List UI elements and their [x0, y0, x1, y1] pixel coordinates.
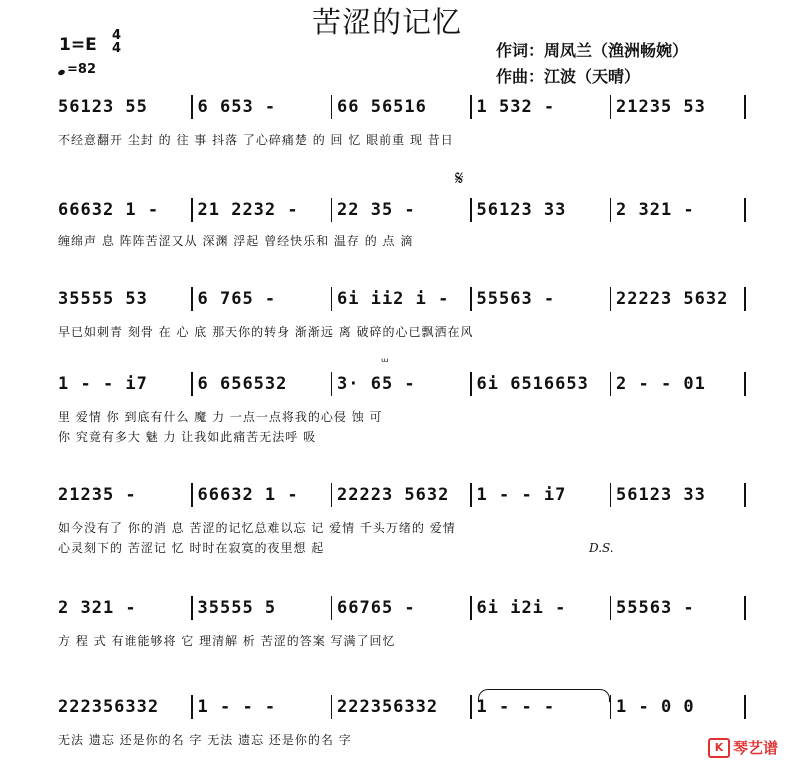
barline: [331, 483, 333, 507]
measure: 35555 5: [197, 598, 277, 618]
barline: [331, 287, 333, 311]
barline: [191, 596, 193, 620]
measure: 1 - 0 0: [616, 697, 695, 717]
lyric-line: 里 爱情 你 到底有什么 魔 力 一点一点将我的心侵 蚀 可: [58, 410, 383, 424]
barline: [191, 372, 193, 396]
notation-line: [58, 595, 746, 621]
measure: 1 532 -: [476, 97, 556, 117]
measure: 6 653 -: [197, 97, 277, 117]
tempo-marking: [58, 62, 96, 77]
barline: [610, 596, 612, 620]
measure: 55563 -: [476, 289, 556, 309]
measure: 6 656532: [197, 374, 288, 394]
measure: 1 - - i7: [58, 374, 148, 394]
quarter-note-icon: [57, 69, 65, 76]
barline: [331, 695, 333, 719]
credits: [496, 38, 688, 90]
barline: [331, 596, 333, 620]
measure: 35555 53: [58, 289, 148, 309]
barline: [470, 596, 472, 620]
measure: 66 56516: [337, 97, 427, 117]
time-signature-bottom: 4: [112, 41, 122, 56]
lyric-line-2: 你 究竟有多大 魅 力 让我如此痛苦无法呼 吸: [58, 430, 317, 444]
lyric-line: 无法 遗忘 还是你的名 字 无法 遗忘 还是你的名 字: [58, 733, 352, 747]
lyric-line: 如今没有了 你的消 息 苦涩的记忆总难以忘 记 爱情 千头万绪的 爱情: [58, 521, 456, 535]
barline: [470, 695, 472, 719]
barline: [191, 287, 193, 311]
logo-text: 琴艺谱: [733, 739, 779, 757]
song-title: 苦涩的记忆: [312, 5, 463, 39]
lyricist-credit: 作词：周凤兰（渔洲畅婉）: [496, 41, 689, 60]
notation-line: [58, 94, 746, 120]
barline: [610, 372, 612, 396]
barline: [191, 198, 193, 222]
notation-line: [58, 286, 746, 312]
barline: [610, 95, 612, 119]
measure: 56123 55: [58, 97, 148, 117]
measure: 6i i2i -: [476, 598, 567, 618]
measure: 1 - - i7: [476, 485, 567, 505]
measure: 222356332: [337, 697, 439, 717]
barline: [744, 372, 746, 396]
measure: 55563 -: [616, 598, 695, 618]
measure: 21235 53: [616, 97, 706, 117]
measure: 56123 33: [616, 485, 706, 505]
barline: [744, 596, 746, 620]
measure: 22223 5632: [616, 289, 729, 309]
lyric-line-2: 心灵刻下的 苦涩记 忆 时时在寂寞的夜里想 起: [58, 541, 325, 555]
lyric-line: 缠绵声 息 阵阵苦涩又从 深渊 浮起 曾经快乐和 温存 的 点 滴: [58, 234, 414, 248]
barline: [191, 95, 193, 119]
barline: [191, 695, 193, 719]
measure: 6i 6516653: [476, 374, 589, 394]
barline: [610, 198, 612, 222]
barline: [470, 372, 472, 396]
mordent-icon: ᵚ: [381, 355, 389, 369]
barline: [610, 483, 612, 507]
measure: 21235 -: [58, 485, 137, 505]
notation-line: [58, 197, 746, 223]
measure: 66765 -: [337, 598, 416, 618]
key-signature: 1=E: [59, 35, 97, 55]
measure: 2 321 -: [58, 598, 137, 618]
measure: 66632 1 -: [58, 200, 160, 220]
barline: [610, 695, 612, 719]
barline: [191, 483, 193, 507]
barline: [470, 287, 472, 311]
logo-icon: K: [708, 738, 730, 758]
time-signature-top: 4: [112, 28, 122, 43]
barline: [744, 287, 746, 311]
barline: [744, 198, 746, 222]
time-signature: [112, 29, 121, 55]
measure: 1 - - -: [476, 697, 556, 717]
notation-line: [58, 694, 746, 720]
segno-icon: 𝄋: [455, 166, 464, 190]
barline: [470, 95, 472, 119]
lyric-line: 不经意翻开 尘封 的 往 事 抖落 了心碎痛楚 的 回 忆 眼前重 现 昔日: [58, 133, 454, 147]
measure: 66632 1 -: [197, 485, 299, 505]
barline: [744, 95, 746, 119]
measure: 22 35 -: [337, 200, 416, 220]
notation-line: [58, 371, 746, 397]
barline: [744, 483, 746, 507]
measure: 3· 65 -: [337, 374, 416, 394]
ds-marking: D.S.: [589, 541, 614, 555]
measure: 6i ii2 i -: [337, 289, 450, 309]
measure: 1 - - -: [197, 697, 277, 717]
measure: 2 321 -: [616, 200, 695, 220]
lyric-line: 早已如刺青 刻骨 在 心 底 那天你的转身 渐渐远 离 破碎的心已飘洒在风: [58, 325, 474, 339]
barline: [331, 372, 333, 396]
barline: [331, 95, 333, 119]
composer-credit: 作曲：江波（天晴）: [496, 67, 641, 86]
measure: 6 765 -: [197, 289, 277, 309]
barline: [610, 287, 612, 311]
measure: 56123 33: [476, 200, 567, 220]
barline: [331, 198, 333, 222]
measure: 2 - - 01: [616, 374, 706, 394]
measure: 222356332: [58, 697, 160, 717]
notation-line: [58, 482, 746, 508]
measure: 21 2232 -: [197, 200, 299, 220]
watermark-logo: [708, 737, 778, 758]
final-barline: [744, 695, 746, 719]
measure: 22223 5632: [337, 485, 450, 505]
tempo-value: =82: [67, 62, 96, 77]
barline: [470, 483, 472, 507]
lyric-line: 方 程 式 有谁能够将 它 理清解 析 苦涩的答案 写满了回忆: [58, 634, 396, 648]
barline: [470, 198, 472, 222]
